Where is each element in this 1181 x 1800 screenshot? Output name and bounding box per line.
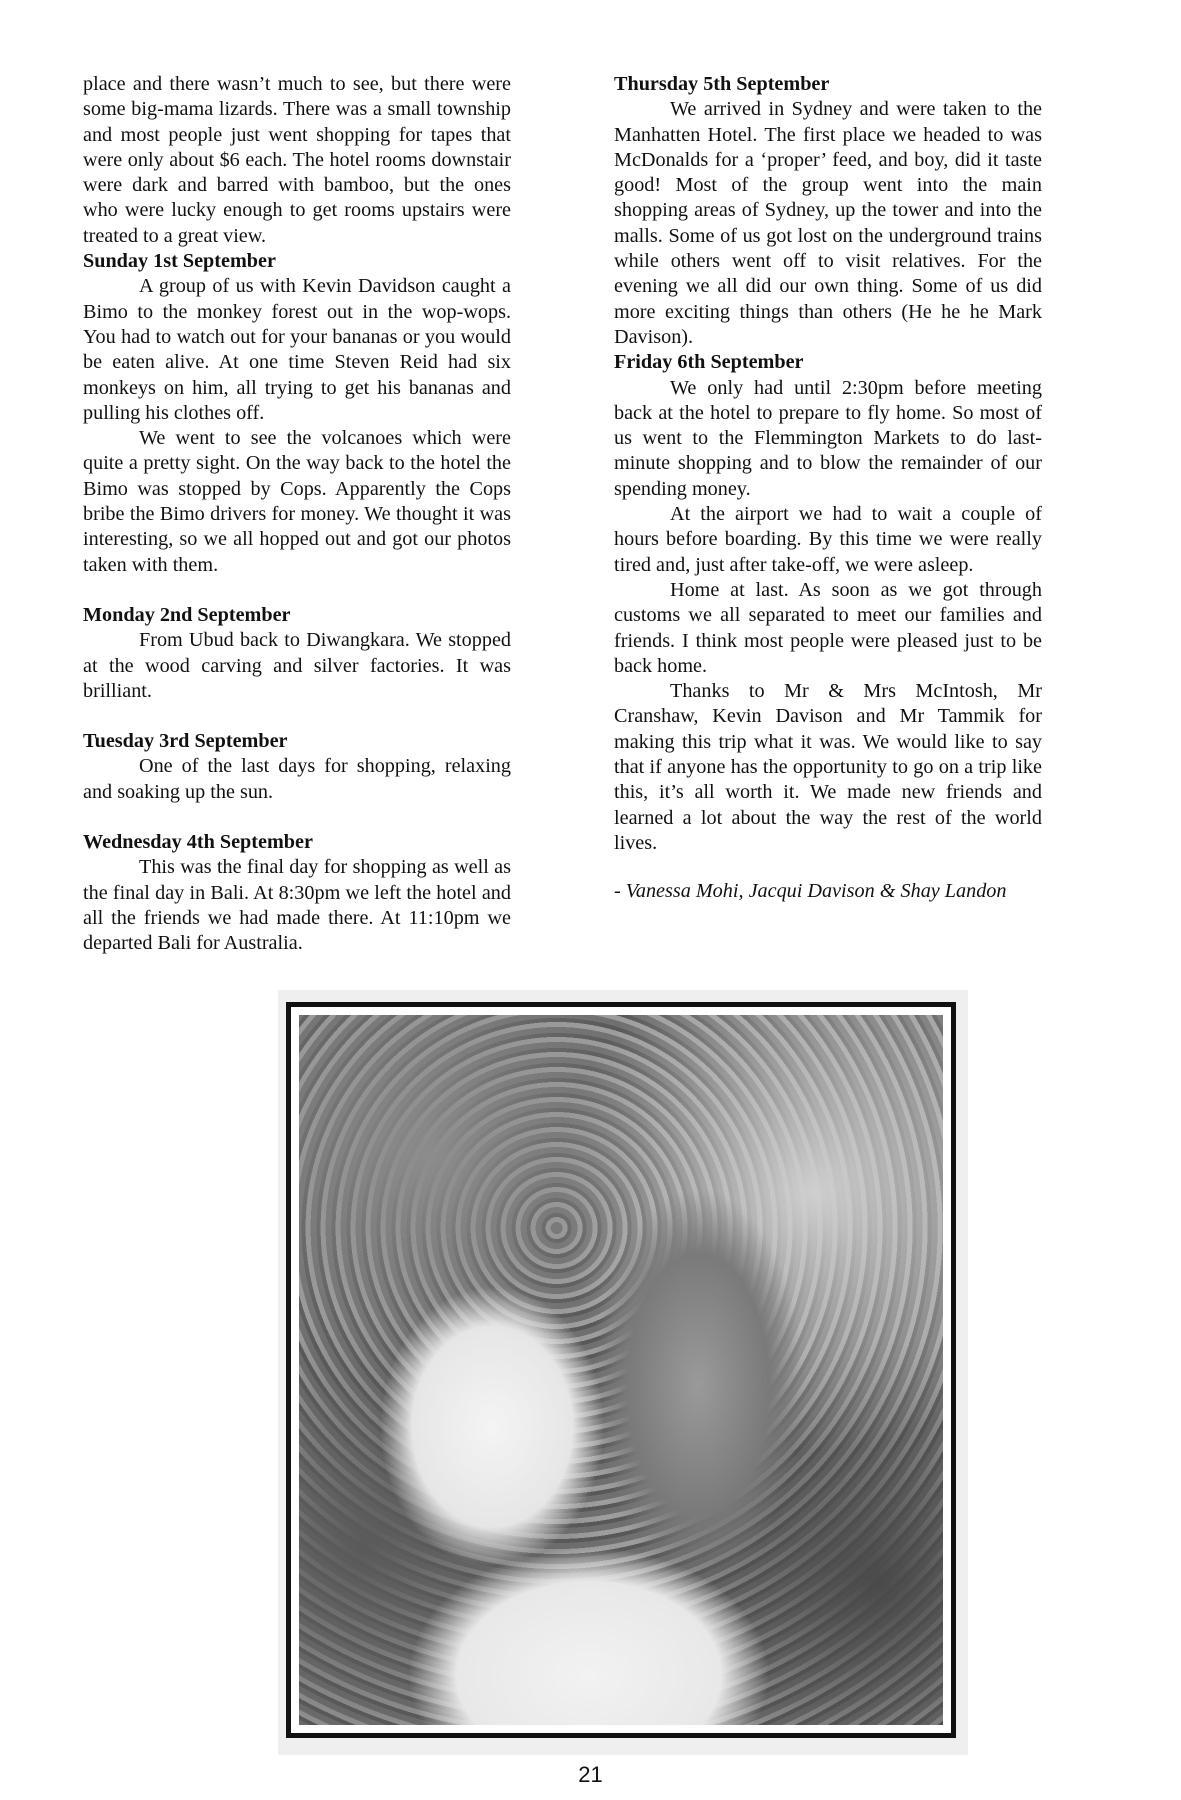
heading-wednesday: Wednesday 4th September — [83, 831, 313, 854]
heading-sunday: Sunday 1st September — [83, 250, 276, 273]
spacer — [83, 578, 511, 603]
paragraph: One of the last days for shopping, relaxing and soaking up the sun. — [83, 755, 511, 803]
right-column — [614, 72, 1042, 905]
heading-friday: Friday 6th September — [614, 351, 804, 374]
signature: - Vanessa Mohi, Jacqui Davison & Shay Landon — [614, 880, 1007, 903]
heading-tuesday: Tuesday 3rd September — [83, 730, 288, 753]
paragraph: From Ubud back to Diwangkara. We stopped at the wood carving and silver factories. It was brilliant. — [83, 629, 511, 702]
paragraph: We arrived in Sydney and were taken to the Manhatten Hotel. The first place we headed to was McDonalds for a ‘proper’ feed, and boy, did it taste good! Most of the group went into the main shopping areas of Sydney, up the tower and into the malls. Some of us got lost on the underground trains while others went off to visit relatives. For the evening we all did our own thing. Some of us did more exciting things than others (He he he Mark Davison). — [614, 98, 1042, 348]
paragraph: Home at last. As soon as we got through customs we all separated to meet our families and friends. I think most people were pleased just to be back home. — [614, 578, 1042, 677]
paragraph: We only had until 2:30pm before meeting back at the hotel to prepare to fly home. So most of us went to the Flemmington Markets to do last-minute shopping and to blow the remainder of our spending money. — [614, 376, 1042, 500]
heading-monday: Monday 2nd September — [83, 603, 291, 626]
photo-container — [278, 990, 968, 1755]
paragraph: Thanks to Mr & Mrs McIntosh, Mr Cranshaw, Kevin Davison and Mr Tammik for making this trip what it was. We would like to say that if anyone has the opportunity to go on a trip like this, it’s all worth it. We made new friends and learned a lot about the way the rest of the world lives. — [614, 680, 1042, 854]
photo-girl-with-monkey — [299, 1015, 943, 1725]
paragraph: This was the final day for shopping as well as the final day in Bali. At 8:30pm we left the hotel and all the friends we had made there. At 11:10pm we departed Bali for Australia. — [83, 856, 511, 955]
heading-thursday: Thursday 5th September — [614, 73, 830, 95]
paragraph: A group of us with Kevin Davidson caught a Bimo to the monkey forest out in the wop-wops. You had to watch out for your bananas or you would be eaten alive. At one time Steven Reid had six monkeys on him, all trying to get his bananas and pulling his clothes off. — [83, 275, 511, 424]
spacer — [83, 704, 511, 729]
page-number: 21 — [578, 1762, 603, 1787]
intro-paragraph: place and there wasn’t much to see, but there were some big-mama lizards. There was a small township and most people just went shopping for tapes that were only about $6 each. The hotel rooms downstair were dark and barred with bamboo, but the ones who were lucky enough to get rooms upstairs were treated to a great view. — [83, 73, 511, 247]
left-column — [83, 72, 511, 957]
photo-frame — [286, 1002, 956, 1738]
paragraph: We went to see the volcanoes which were quite a pretty sight. On the way back to the hotel the Bimo was stopped by Cops. Apparently the Cops bribe the Bimo drivers for money. We thought it was interesting, so we all hopped out and got our photos taken with them. — [83, 427, 511, 576]
paragraph: At the airport we had to wait a couple of hours before boarding. By this time we were really tired and, just after take-off, we were asleep. — [614, 503, 1042, 576]
spacer — [83, 805, 511, 830]
